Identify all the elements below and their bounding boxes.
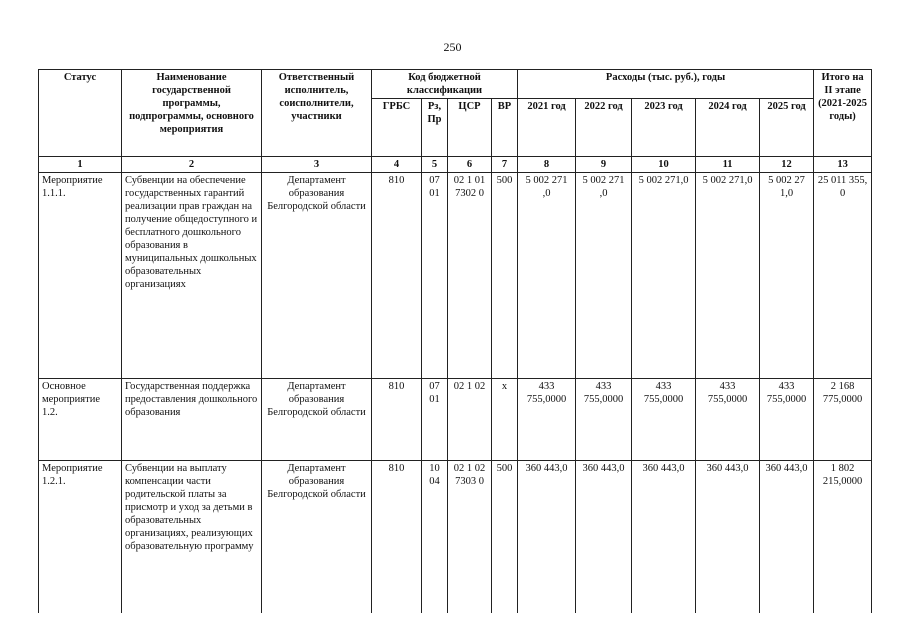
row-2022: 360 443,0 xyxy=(576,461,632,613)
column-number: 6 xyxy=(448,157,492,173)
header-total: Итого на II этапе (2021-2025 годы) xyxy=(814,70,872,157)
row-executor: Департамент образования Белгородской области xyxy=(262,173,372,379)
header-budget-code: Код бюджетной классификации xyxy=(372,70,518,99)
header-rzpr: Рз, Пр xyxy=(422,99,448,157)
row-grbs: 810 xyxy=(372,461,422,613)
row-vr: х xyxy=(492,379,518,461)
row-2022: 5 002 271 ,0 xyxy=(576,173,632,379)
row-csr: 02 1 02 xyxy=(448,379,492,461)
header-2025: 2025 год xyxy=(760,99,814,157)
column-number: 4 xyxy=(372,157,422,173)
table-row xyxy=(39,461,872,613)
row-csr: 02 1 01 7302 0 xyxy=(448,173,492,379)
row-name: Субвенции на выплату компенсации части родительской платы за присмотр и уход за детьми в образовательных организациях, реализующих образовательную программу xyxy=(122,461,262,613)
row-vr: 500 xyxy=(492,461,518,613)
row-2023: 360 443,0 xyxy=(632,461,696,613)
header-status: Статус xyxy=(39,70,122,157)
table-row xyxy=(39,379,872,461)
row-2022: 433 755,0000 xyxy=(576,379,632,461)
header-2021: 2021 год xyxy=(518,99,576,157)
column-number: 9 xyxy=(576,157,632,173)
row-2023: 433 755,0000 xyxy=(632,379,696,461)
row-2024: 360 443,0 xyxy=(696,461,760,613)
header-expenses: Расходы (тыс. руб.), годы xyxy=(518,70,814,99)
row-name: Государственная поддержка предоставления дошкольного образования xyxy=(122,379,262,461)
header-csr: ЦСР xyxy=(448,99,492,157)
row-vr: 500 xyxy=(492,173,518,379)
row-2025: 360 443,0 xyxy=(760,461,814,613)
row-rzpr: 10 04 xyxy=(422,461,448,613)
column-number: 12 xyxy=(760,157,814,173)
page-number: 250 xyxy=(443,40,462,54)
header-2024: 2024 год xyxy=(696,99,760,157)
row-2021: 360 443,0 xyxy=(518,461,576,613)
header-2022: 2022 год xyxy=(576,99,632,157)
row-executor: Департамент образования Белгородской области xyxy=(262,461,372,613)
row-2025: 433 755,0000 xyxy=(760,379,814,461)
header-grbs: ГРБС xyxy=(372,99,422,157)
column-number: 5 xyxy=(422,157,448,173)
row-total: 25 011 355, 0 xyxy=(814,173,872,379)
row-2023: 5 002 271,0 xyxy=(632,173,696,379)
row-grbs: 810 xyxy=(372,379,422,461)
row-2024: 5 002 271,0 xyxy=(696,173,760,379)
column-number: 13 xyxy=(814,157,872,173)
header-name: Наименование государственной программы, подпрограммы, основного мероприятия xyxy=(122,70,262,157)
row-2021: 433 755,0000 xyxy=(518,379,576,461)
header-vr: ВР xyxy=(492,99,518,157)
row-status: Мероприятие 1.1.1. xyxy=(39,173,122,379)
header-executor: Ответственный исполнитель, соисполнители, участники xyxy=(262,70,372,157)
row-2024: 433 755,0000 xyxy=(696,379,760,461)
budget-table xyxy=(38,69,872,613)
row-executor: Департамент образования Белгородской области xyxy=(262,379,372,461)
row-total: 1 802 215,0000 xyxy=(814,461,872,613)
column-number: 2 xyxy=(122,157,262,173)
row-rzpr: 07 01 xyxy=(422,379,448,461)
row-name: Субвенции на обеспечение государственных гарантий реализации прав граждан на получение общедоступного и бесплатного дошкольного образования в муниципальных дошкольных образовательных организациях xyxy=(122,173,262,379)
column-number: 8 xyxy=(518,157,576,173)
column-number: 11 xyxy=(696,157,760,173)
row-grbs: 810 xyxy=(372,173,422,379)
row-status: Основное мероприятие 1.2. xyxy=(39,379,122,461)
row-2025: 5 002 27 1,0 xyxy=(760,173,814,379)
row-2021: 5 002 271 ,0 xyxy=(518,173,576,379)
column-number: 1 xyxy=(39,157,122,173)
table-row xyxy=(39,173,872,379)
row-total: 2 168 775,0000 xyxy=(814,379,872,461)
header-2023: 2023 год xyxy=(632,99,696,157)
row-status: Мероприятие 1.2.1. xyxy=(39,461,122,613)
column-number: 7 xyxy=(492,157,518,173)
column-number: 3 xyxy=(262,157,372,173)
column-number: 10 xyxy=(632,157,696,173)
row-csr: 02 1 02 7303 0 xyxy=(448,461,492,613)
row-rzpr: 07 01 xyxy=(422,173,448,379)
